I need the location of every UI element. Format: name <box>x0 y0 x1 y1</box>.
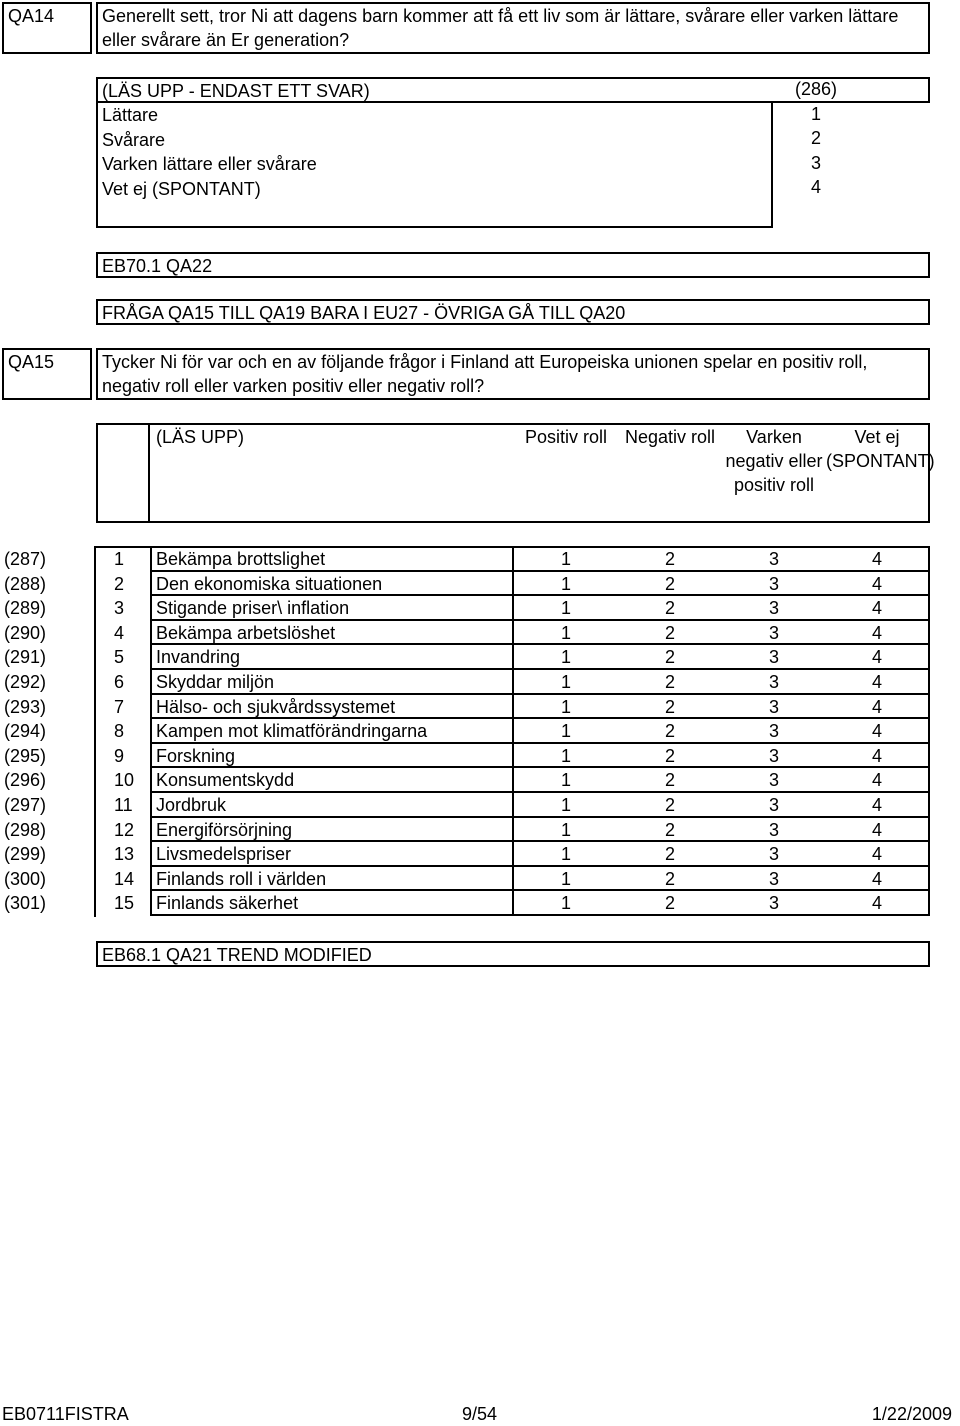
cell-neither: 3 <box>722 867 826 892</box>
row-label: Forskning <box>150 744 514 769</box>
question-code-qa14: QA14 <box>2 2 92 54</box>
table-row <box>2 744 930 769</box>
cell-neither: 3 <box>722 547 826 572</box>
cell-positive: 1 <box>514 744 618 769</box>
answer-options-qa14 <box>96 103 773 228</box>
cell-dont-know: 4 <box>826 621 930 646</box>
cell-dont-know: 4 <box>826 818 930 843</box>
cell-neither: 3 <box>722 842 826 867</box>
cell-negative: 2 <box>618 744 722 769</box>
cell-positive: 1 <box>514 891 618 916</box>
document-date: 1/22/2009 <box>871 1404 952 1424</box>
source-reference-qa14: EB70.1 QA22 <box>96 252 930 278</box>
row-code: (290) <box>4 622 47 643</box>
row-number: 12 <box>114 819 135 840</box>
routing-instruction: FRÅGA QA15 TILL QA19 BARA I EU27 - ÖVRIGA GÅ TILL QA20 <box>96 299 930 325</box>
row-label: Den ekonomiska situationen <box>150 572 514 597</box>
row-number: 2 <box>114 573 125 594</box>
option-value: 3 <box>810 152 821 173</box>
column-header-positive: Positiv roll <box>524 427 608 447</box>
row-label: Konsumentskydd <box>150 768 514 793</box>
cell-negative: 2 <box>618 818 722 843</box>
cell-dont-know: 4 <box>826 645 930 670</box>
row-code: (294) <box>4 721 47 742</box>
cell-neither: 3 <box>722 572 826 597</box>
cell-negative: 2 <box>618 645 722 670</box>
row-label: Kampen mot klimatförändringarna <box>150 719 514 744</box>
cell-neither: 3 <box>722 695 826 720</box>
row-code: (288) <box>4 573 47 594</box>
table-row <box>2 621 930 646</box>
row-number: 10 <box>114 770 135 791</box>
row-label: Livsmedelspriser <box>150 842 514 867</box>
table-row <box>2 670 930 695</box>
cell-neither: 3 <box>722 744 826 769</box>
cell-neither: 3 <box>722 621 826 646</box>
cell-negative: 2 <box>618 596 722 621</box>
cell-positive: 1 <box>514 670 618 695</box>
cell-neither: 3 <box>722 891 826 916</box>
cell-positive: 1 <box>514 695 618 720</box>
row-number: 11 <box>114 794 133 815</box>
cell-dont-know: 4 <box>826 768 930 793</box>
question-text-qa14: Generellt sett, tror Ni att dagens barn kommer att få ett liv som är lättare, svårare eller varken lättare eller svårare än Er generation? <box>96 2 930 54</box>
table-row <box>2 572 930 597</box>
cell-neither: 3 <box>722 768 826 793</box>
row-label: Hälso- och sjukvårdssystemet <box>150 695 514 720</box>
cell-negative: 2 <box>618 768 722 793</box>
row-code: (287) <box>4 549 47 569</box>
cell-positive: 1 <box>514 793 618 818</box>
row-code: (295) <box>4 745 47 766</box>
row-number: 7 <box>114 696 125 717</box>
cell-dont-know: 4 <box>826 867 930 892</box>
option-label: Lättare <box>102 105 159 125</box>
row-label: Skyddar miljön <box>150 670 514 695</box>
cell-positive: 1 <box>514 867 618 892</box>
cell-negative: 2 <box>618 695 722 720</box>
cell-negative: 2 <box>618 842 722 867</box>
cell-neither: 3 <box>722 670 826 695</box>
row-label: Bekämpa arbetslöshet <box>150 621 514 646</box>
cell-negative: 2 <box>618 793 722 818</box>
cell-dont-know: 4 <box>826 891 930 916</box>
row-code: (297) <box>4 794 47 815</box>
cell-dont-know: 4 <box>826 695 930 720</box>
row-label: Energiförsörjning <box>150 818 514 843</box>
question-code-qa15: QA15 <box>2 348 92 400</box>
row-code: (301) <box>4 893 47 914</box>
cell-dont-know: 4 <box>826 744 930 769</box>
grid-rows-qa15 <box>2 547 930 916</box>
table-row <box>2 891 930 916</box>
row-code: (296) <box>4 770 47 791</box>
cell-positive: 1 <box>514 818 618 843</box>
cell-neither: 3 <box>722 793 826 818</box>
cell-negative: 2 <box>618 670 722 695</box>
row-label: Jordbruk <box>150 793 514 818</box>
row-code: (292) <box>4 671 47 692</box>
row-number: 1 <box>114 549 125 569</box>
cell-negative: 2 <box>618 572 722 597</box>
row-number: 15 <box>114 893 135 914</box>
question-text-qa15: Tycker Ni för var och en av följande frågor i Finland att Europeiska unionen spelar en positiv roll, negativ roll eller varken positiv eller negativ roll? <box>96 348 930 400</box>
cell-dont-know: 4 <box>826 572 930 597</box>
row-label: Finlands roll i världen <box>150 867 514 892</box>
row-label: Finlands säkerhet <box>150 891 514 916</box>
column-header-negative: Negativ roll <box>624 427 716 447</box>
instruction-qa14: (LÄS UPP - ENDAST ETT SVAR) <box>96 77 930 103</box>
table-row <box>2 768 930 793</box>
row-code: (298) <box>4 819 47 840</box>
cell-positive: 1 <box>514 547 618 572</box>
option-label: Svårare <box>102 129 166 150</box>
cell-negative: 2 <box>618 719 722 744</box>
grid-header-qa15 <box>96 423 935 523</box>
cell-dont-know: 4 <box>826 670 930 695</box>
row-number: 14 <box>114 868 135 889</box>
page-number: 9/54 <box>462 1404 498 1424</box>
cell-dont-know: 4 <box>826 547 930 572</box>
column-code: (286) <box>794 79 838 99</box>
cell-dont-know: 4 <box>826 719 930 744</box>
row-code: (300) <box>4 868 47 889</box>
row-number: 5 <box>114 647 125 668</box>
option-label: Vet ej (SPONTANT) <box>102 178 261 199</box>
cell-negative: 2 <box>618 867 722 892</box>
cell-neither: 3 <box>722 645 826 670</box>
cell-negative: 2 <box>618 547 722 572</box>
cell-neither: 3 <box>722 596 826 621</box>
cell-positive: 1 <box>514 596 618 621</box>
row-label: Bekämpa brottslighet <box>150 547 514 572</box>
cell-neither: 3 <box>722 818 826 843</box>
cell-positive: 1 <box>514 572 618 597</box>
grid-instruction: (LÄS UPP) <box>148 425 514 521</box>
cell-dont-know: 4 <box>826 793 930 818</box>
option-value: 1 <box>810 103 821 124</box>
row-number: 9 <box>114 745 125 766</box>
cell-neither: 3 <box>722 719 826 744</box>
row-code: (299) <box>4 844 47 865</box>
cell-positive: 1 <box>514 768 618 793</box>
table-row <box>2 793 930 818</box>
source-reference-qa15: EB68.1 QA21 TREND MODIFIED <box>96 941 930 967</box>
table-row <box>2 695 930 720</box>
table-row <box>2 645 930 670</box>
option-label: Varken lättare eller svårare <box>102 154 317 174</box>
table-row <box>2 596 930 621</box>
cell-dont-know: 4 <box>826 596 930 621</box>
row-label: Invandring <box>150 645 514 670</box>
table-row <box>2 867 930 892</box>
row-code: (289) <box>4 598 47 619</box>
column-header-dont-know: Vet ej (SPONTANT) <box>826 427 935 471</box>
row-code: (291) <box>4 647 47 668</box>
table-row <box>2 818 930 843</box>
table-row <box>2 842 930 867</box>
option-value: 2 <box>810 128 821 148</box>
row-code: (293) <box>4 696 47 717</box>
row-label: Stigande priser\ inflation <box>150 596 514 621</box>
row-number: 3 <box>114 598 125 619</box>
table-row <box>2 547 930 572</box>
column-header-neither: Varken negativ eller positiv roll <box>725 427 823 495</box>
cell-negative: 2 <box>618 891 722 916</box>
page-footer <box>0 1402 960 1424</box>
document-id: EB0711FISTRA <box>2 1404 129 1424</box>
option-value: 4 <box>810 177 821 197</box>
row-number: 8 <box>114 721 125 742</box>
cell-positive: 1 <box>514 842 618 867</box>
cell-dont-know: 4 <box>826 842 930 867</box>
row-number: 6 <box>114 671 125 692</box>
row-number: 4 <box>114 622 125 643</box>
cell-positive: 1 <box>514 645 618 670</box>
answer-codes-qa14 <box>773 77 859 200</box>
cell-positive: 1 <box>514 719 618 744</box>
cell-positive: 1 <box>514 621 618 646</box>
table-row <box>2 719 930 744</box>
row-number: 13 <box>114 844 135 865</box>
cell-negative: 2 <box>618 621 722 646</box>
